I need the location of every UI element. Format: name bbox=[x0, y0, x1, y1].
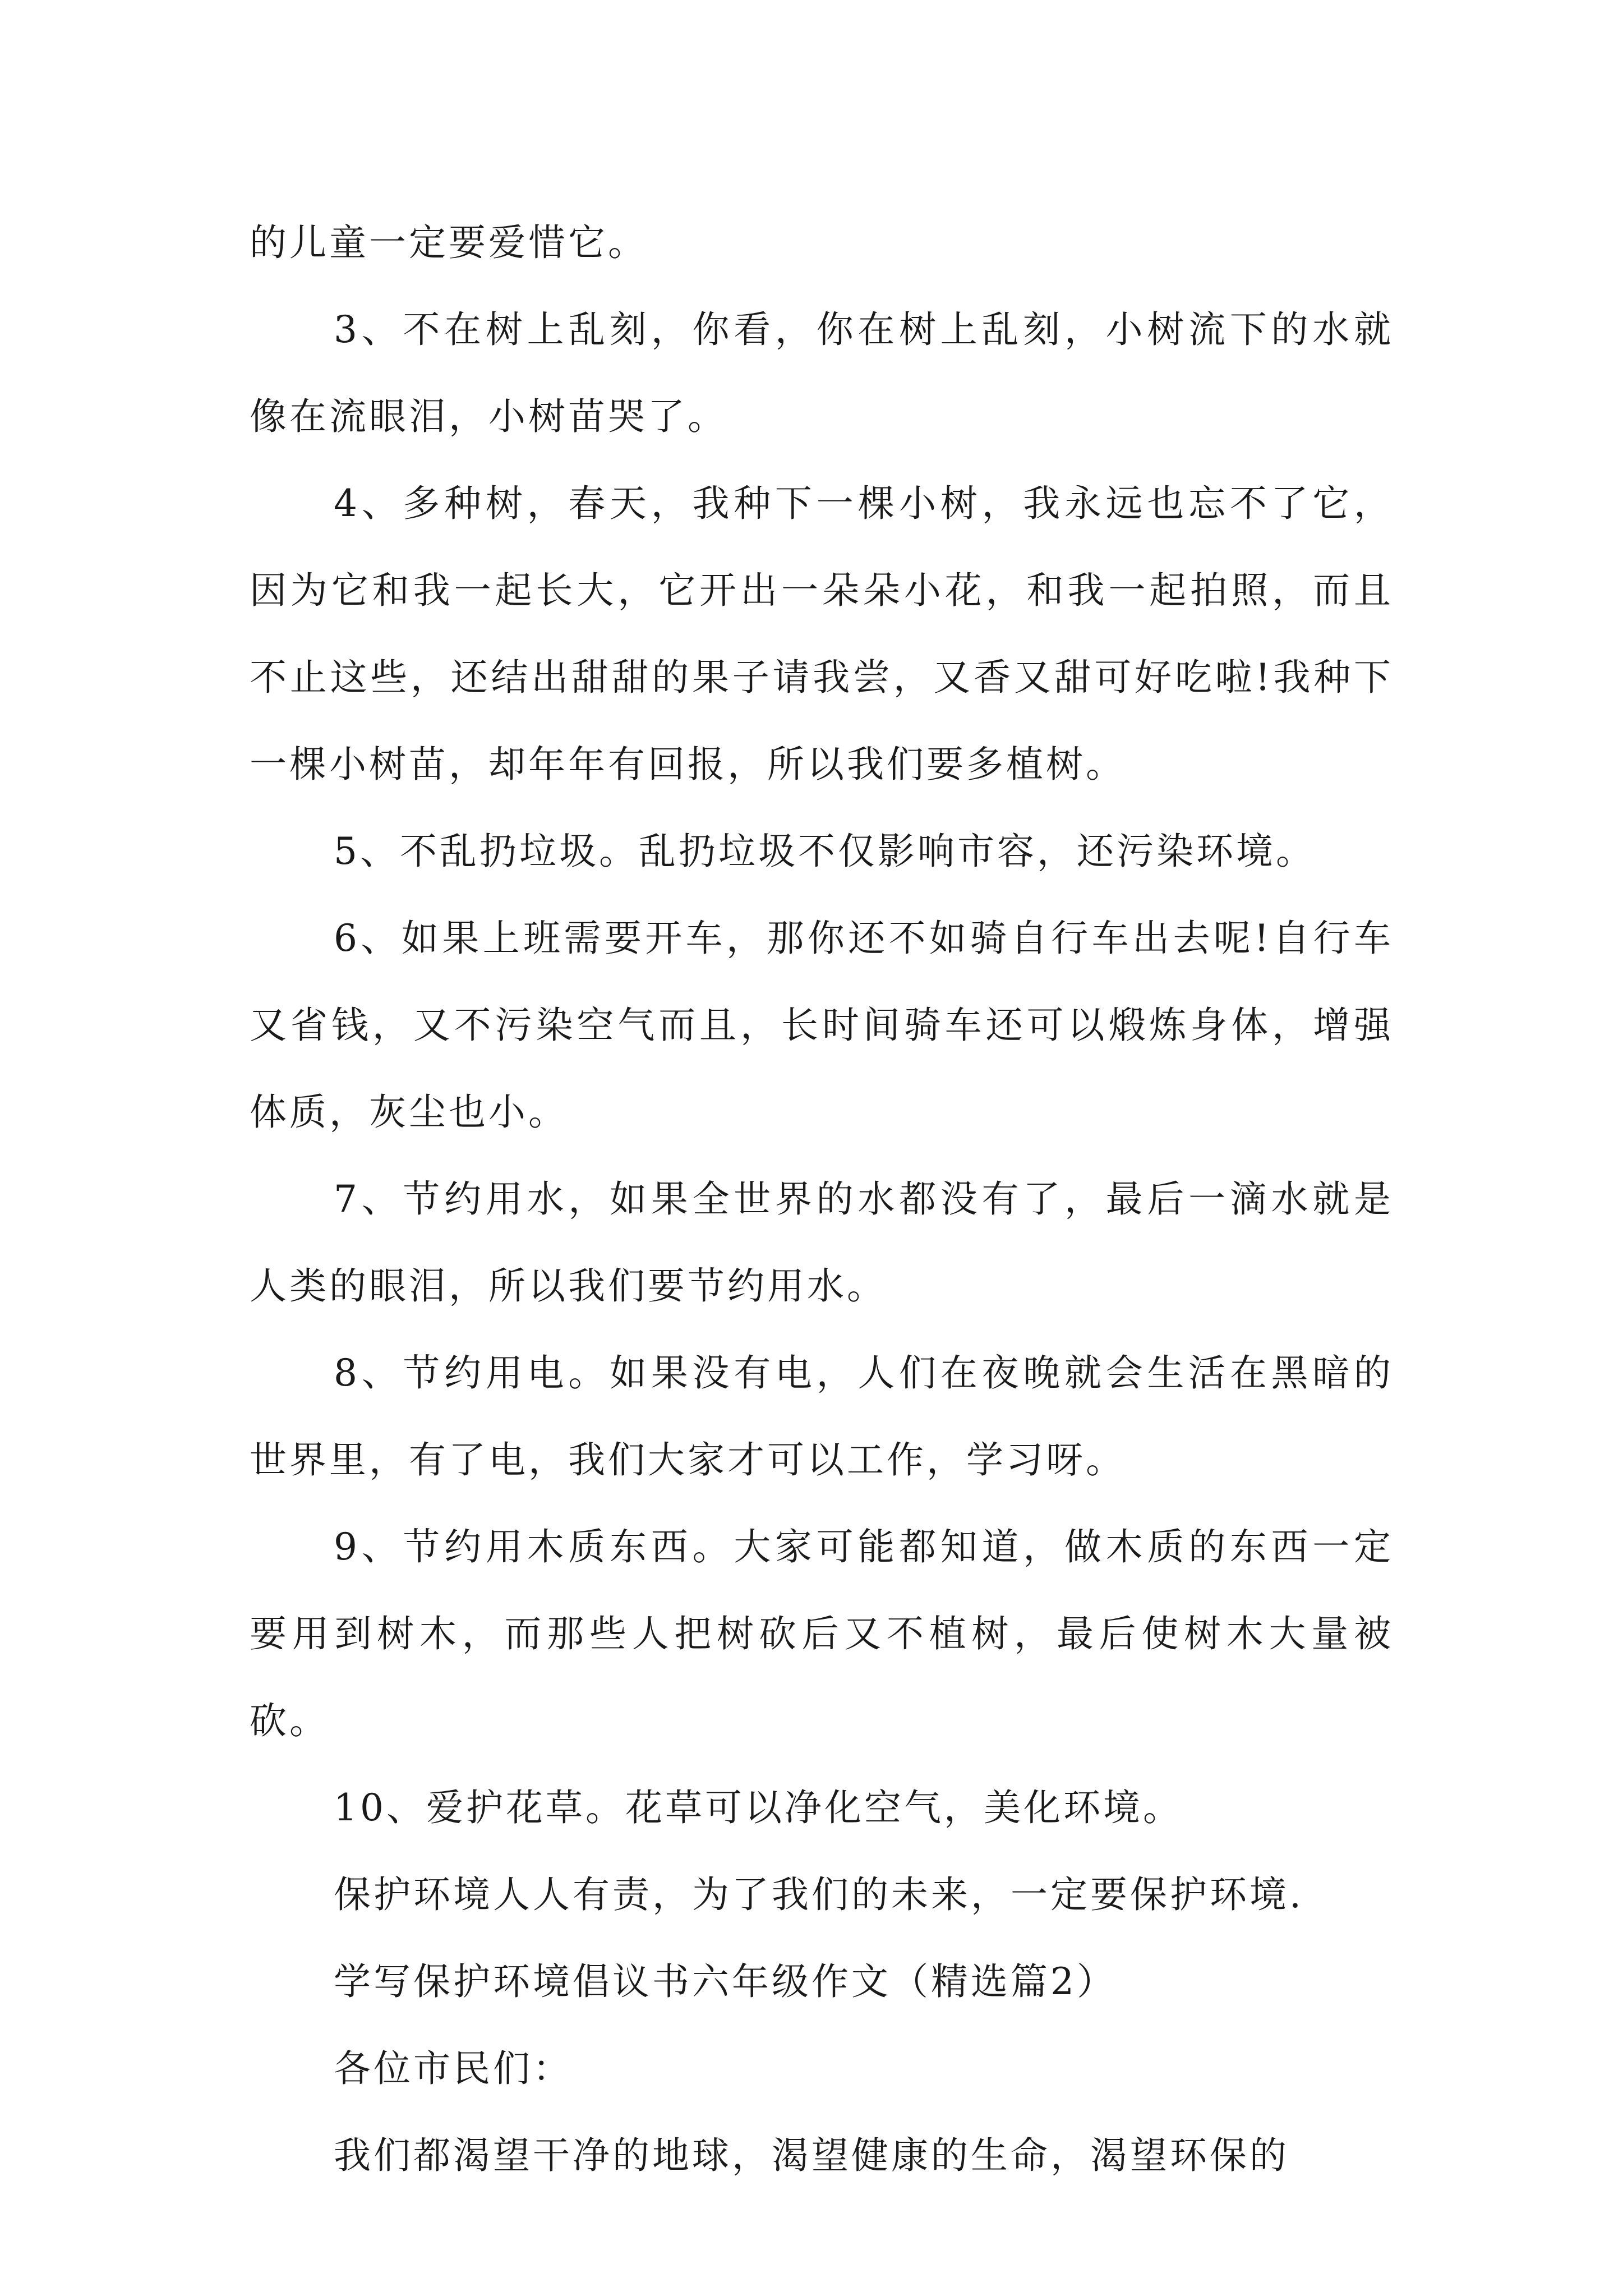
section-heading: 学写保护环境倡议书六年级作文（精选篇2） bbox=[334, 1960, 1117, 2003]
paragraph-item-6: 6、如果上班需要开车，那你还不如骑自行车出去呢!自行车又省钱，又不污染空气而且，长时间骑车还可以煅炼身体，增强体质，灰尘也小。 bbox=[250, 917, 1394, 1134]
paragraph-item-9: 9、节约用木质东西。大家可能都知道，做木质的东西一定要用到树木，而那些人把树砍后又不植树，最后使树木大量被砍。 bbox=[250, 1525, 1394, 1742]
salutation: 各位市民们： bbox=[334, 2047, 573, 2090]
paragraph-opening: 我们都渴望干净的地球，渴望健康的生命，渴望环保的 bbox=[334, 2134, 1289, 2177]
paragraph-continuation: 的儿童一定要爱惜它。 bbox=[250, 221, 648, 264]
paragraph-item-4: 4、多种树，春天，我种下一棵小树，我永远也忘不了它，因为它和我一起长大，它开出一朵朵小花，和我一起拍照，而且不止这些，还结出甜甜的果子请我尝，又香又甜可好吃啦!我种下一棵小树苗，却年年有回报，所以我们要多植树。 bbox=[250, 482, 1394, 786]
document-body bbox=[250, 199, 1394, 2199]
paragraph-item-3: 3、不在树上乱刻，你看，你在树上乱刻，小树流下的水就像在流眼泪，小树苗哭了。 bbox=[250, 308, 1394, 438]
paragraph-item-5: 5、不乱扔垃圾。乱扔垃圾不仅影响市容，还污染环境。 bbox=[334, 830, 1316, 873]
paragraph-item-10: 10、爱护花草。花草可以净化空气，美化环境。 bbox=[334, 1786, 1183, 1829]
paragraph-item-8: 8、节约用电。如果没有电，人们在夜晚就会生活在黑暗的世界里，有了电，我们大家才可以工作，学习呀。 bbox=[250, 1351, 1394, 1481]
paragraph-conclusion: 保护环境人人有责，为了我们的未来，一定要保护环境. bbox=[334, 1873, 1304, 1916]
paragraph-item-7: 7、节约用水，如果全世界的水都没有了，最后一滴水就是人类的眼泪，所以我们要节约用水。 bbox=[250, 1177, 1394, 1308]
